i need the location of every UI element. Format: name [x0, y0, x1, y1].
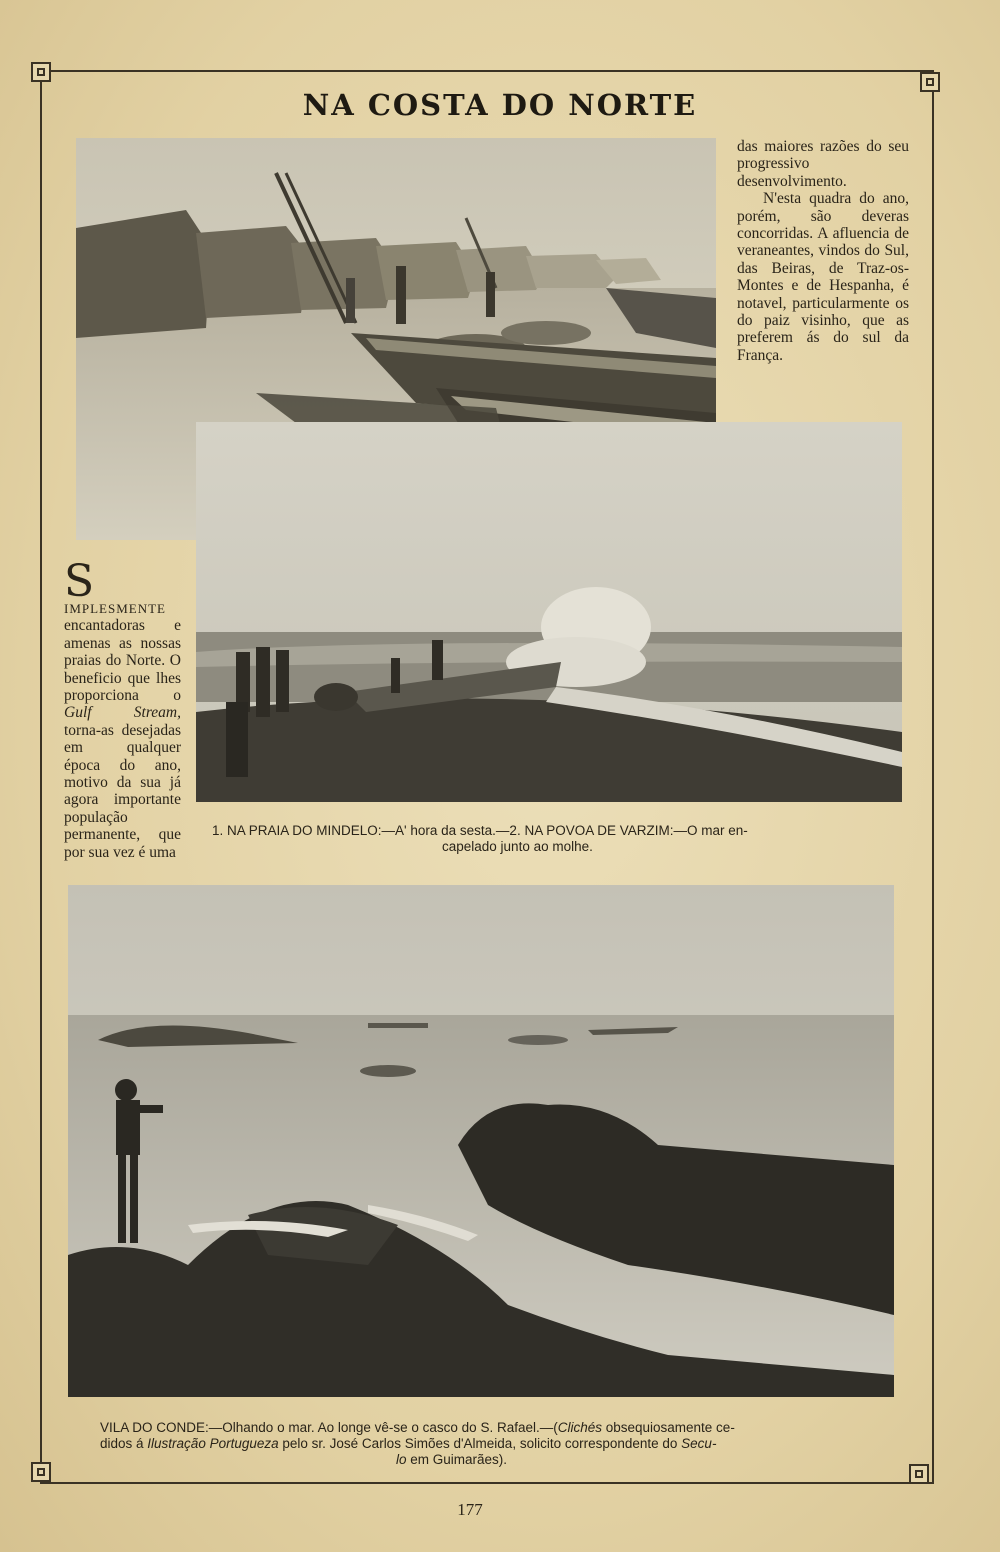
article-column-right	[737, 138, 909, 364]
page-title: NA COSTA DO NORTE	[302, 88, 698, 122]
photo-vila-do-conde	[68, 885, 894, 1397]
dropcap-letter: S	[64, 556, 95, 607]
corner-ornament-bottom-right	[909, 1464, 929, 1484]
caption-2-line-2	[100, 1436, 900, 1452]
caption-2-text-1: VILA DO CONDE:—Olhando o mar. Ao longe vê-se o casco do S. Rafael.—(	[100, 1420, 558, 1435]
corner-ornament-bottom-left	[31, 1462, 51, 1482]
lead-smallcaps: IMPLESMENTE	[64, 601, 166, 616]
caption-vila-do-conde	[100, 1420, 900, 1468]
caption-2-text-5: em Guimarães).	[406, 1452, 508, 1467]
stormy-sea-illustration	[196, 422, 902, 802]
paragraph-text: encantadoras e amenas as nossas praias do Norte. O beneficio que lhes proporciona o	[64, 617, 181, 705]
corner-ornament-top-right	[920, 72, 940, 92]
photo-povoa-de-varzim	[196, 422, 902, 802]
page-number: 177	[457, 1500, 483, 1519]
caption-photos-1-2	[212, 823, 902, 855]
paragraph-simplesmente	[64, 556, 181, 861]
corner-ornament-top-left	[31, 62, 51, 82]
rocky-coast-illustration	[68, 885, 894, 1397]
caption-2-line-3	[100, 1452, 900, 1468]
caption-2-italic-1: Clichés	[557, 1420, 602, 1435]
paragraph-continuation: das maiores razões do seu progressivo desenvolvimento.	[737, 138, 909, 190]
caption-2-text-2: obsequiosamente ce-	[601, 1420, 735, 1435]
paragraph-text-2: torna-as desejadas em qualquer época do ano, motivo da sua já agora importante população permanente, que por sua vez é uma	[64, 721, 181, 861]
paragraph-quadra-do-ano: N'esta quadra do ano, porém, são deveras concorridas. A afluencia de veraneantes, vindos do Sul, das Beiras, de Traz-os-Montes e de Hespanha, é notavel, particularmente os do paiz visinho, que as preferem ás do sul da França.	[737, 190, 909, 364]
caption-2-italic-2: Ilustração Portugueza	[147, 1436, 279, 1451]
caption-line-2: capelado junto ao molhe.	[442, 839, 593, 854]
caption-2-italic-3: Secu-	[681, 1436, 717, 1451]
caption-2-text-3: didos á	[100, 1436, 148, 1451]
caption-2-italic-4: lo	[396, 1452, 407, 1467]
article-column-left	[64, 556, 181, 861]
caption-line-1: 1. NA PRAIA DO MINDELO:—A' hora da sesta.—2. NA POVOA DE VARZIM:—O mar en-	[212, 823, 748, 838]
caption-2-line-1	[100, 1420, 900, 1436]
italic-gulf-stream: Gulf Stream,	[64, 704, 181, 722]
caption-2-text-4: pelo sr. José Carlos Simões d'Almeida, solicito correspondente do	[278, 1436, 682, 1451]
